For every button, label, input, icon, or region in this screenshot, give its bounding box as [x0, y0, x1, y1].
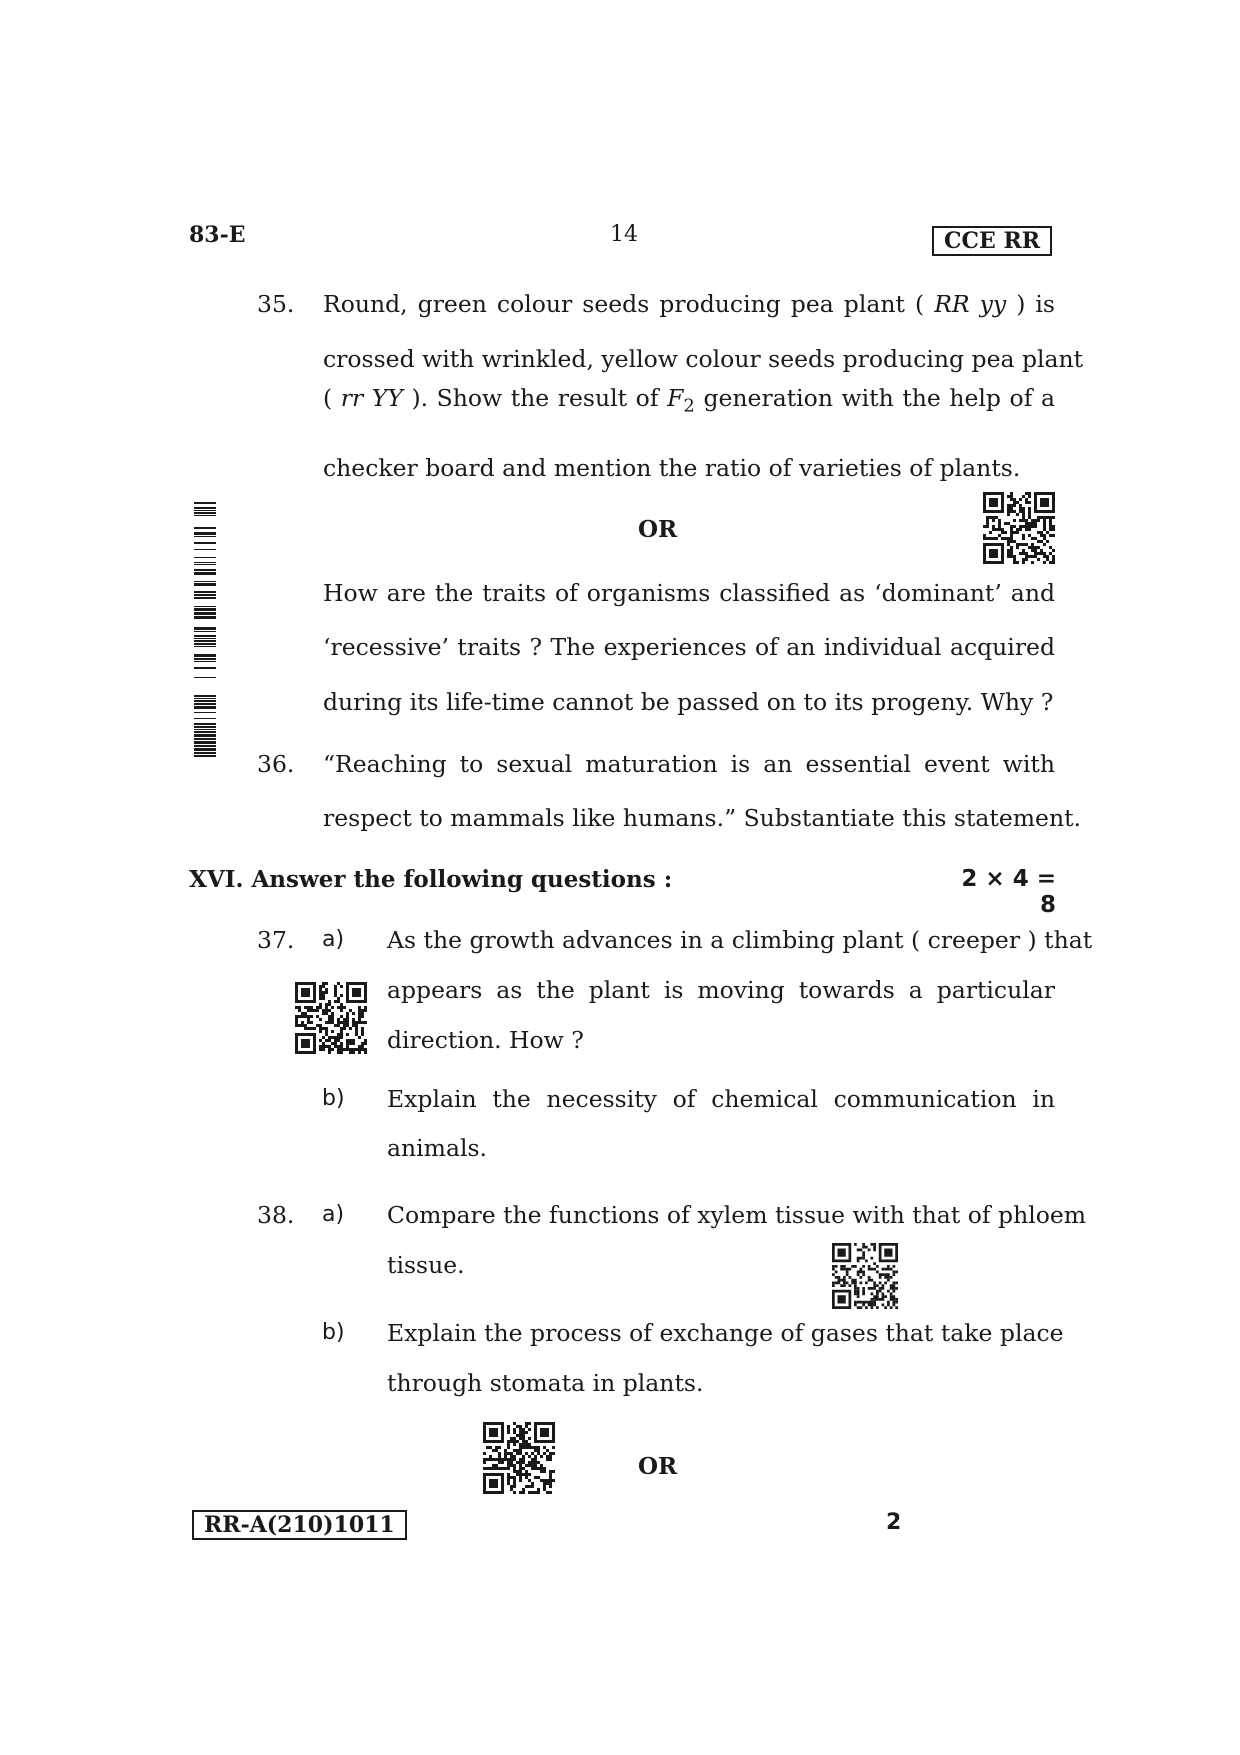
qr-code-image	[983, 492, 1055, 564]
q37-a-line-1: As the growth advances in a climbing plant ( creeper ) that	[387, 926, 1093, 954]
paper-code-box: CCE RR	[932, 226, 1052, 256]
qr-code-image	[832, 1243, 898, 1309]
paper-code-left: 83-E	[189, 222, 246, 248]
q37-part-b-label: b)	[322, 1086, 345, 1111]
q35-line-4: checker board and mention the ratio of varieties of plants.	[323, 454, 1021, 482]
q35-alt-line-1: How are the traits of organisms classified as ‘dominant’ and	[323, 579, 1055, 607]
q35-line-2: crossed with wrinkled, yellow colour seeds producing pea plant	[323, 345, 1084, 373]
q35-or-label: OR	[638, 516, 678, 543]
question-number-37: 37.	[257, 926, 295, 954]
f2-symbol: $F_2$	[667, 384, 695, 417]
q35-line-1: Round, green colour seeds producing pea plant ( RR yy ) is	[323, 290, 1055, 318]
q35-alt-line-2: ‘recessive’ traits ? The experiences of an individual acquired	[323, 633, 1055, 661]
qr-code-image	[483, 1422, 555, 1494]
q37-part-a-label: a)	[322, 927, 345, 952]
q38-part-b-label: b)	[322, 1320, 345, 1345]
qr-code-image	[295, 982, 367, 1054]
q38-part-a-label: a)	[322, 1202, 345, 1227]
barcode-image	[194, 502, 216, 758]
q38-a-line-2: tissue.	[387, 1251, 465, 1279]
q38-b-line-2: through stomata in plants.	[387, 1369, 704, 1397]
question-number-38: 38.	[257, 1201, 295, 1229]
section-marks: 2 × 4 = 8	[961, 866, 1056, 918]
q38-b-line-1: Explain the process of exchange of gases that take place	[387, 1319, 1064, 1347]
q37-b-line-2: animals.	[387, 1134, 488, 1162]
q35-alt-line-3: during its life-time cannot be passed on to its progeny. Why ?	[323, 688, 1054, 716]
footer-code-box: RR-A(210)1011	[192, 1510, 407, 1540]
q37-b-line-1: Explain the necessity of chemical communication in	[387, 1085, 1055, 1113]
question-number-36: 36.	[257, 750, 295, 778]
q36-line-2: respect to mammals like humans.” Substantiate this statement.	[323, 804, 1082, 832]
question-number-35: 35.	[257, 290, 295, 318]
q38-a-line-1: Compare the functions of xylem tissue with that of phloem	[387, 1201, 1087, 1229]
q38-or-label: OR	[638, 1453, 678, 1480]
page-number: 14	[610, 222, 638, 247]
footer-number: 2	[886, 1510, 902, 1535]
q37-a-line-3: direction. How ?	[387, 1026, 584, 1054]
q35-line-3: ( rr YY ). Show the result of $F_2$ generation with the help of a	[323, 384, 1055, 417]
q37-a-line-2: appears as the plant is moving towards a particular	[387, 976, 1055, 1004]
section-heading: XVI. Answer the following questions :	[189, 866, 673, 893]
q36-line-1: “Reaching to sexual maturation is an essential event with	[323, 750, 1055, 778]
